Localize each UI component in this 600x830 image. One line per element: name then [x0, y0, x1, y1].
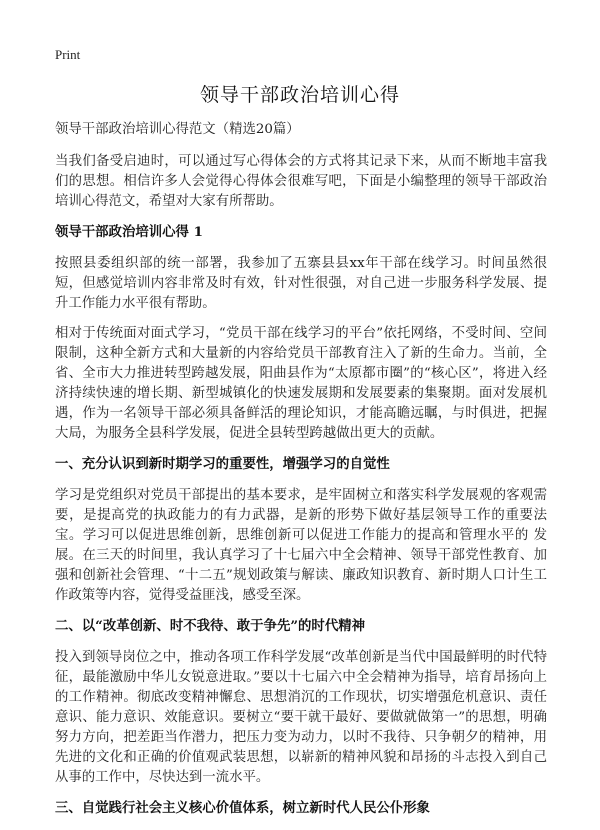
paragraph-3: 学习是党组织对党员干部提出的基本要求，是牢固树立和落实科学发展观的客观需要，是提高党的执政能力的有力武器，是新的形势下做好基层领导工作的重要法宝。学习可以促进思维创新，思维创新可以促进工作能力的提高和管理水平的 发展。在三天的时间里，我认真学习了十七届六中全会精神、领导干部党性教育、加强和创新社会管理、“十二五”规划政策与解读、廉政知识教育、新时期人口计生工作政策等内容，觉得受益匪浅，感受至深。 [55, 488, 547, 603]
paragraph-2: 相对于传统面对面式学习，“党员干部在线学习的平台”依托网络，不受时间、空间限制，这种全新方式和大量新的内容给党员干部教育注入了新的生命力。当前，全省、全市大力推进转型跨越发展，阳曲县作为“太原都市圈”的“核心区”，将进入经济持续快速的增长期、新型城镇化的快速发展期和发展要素的集聚期。面对发展机遇，作为一名领导干部必须具备鲜活的理论知识，才能高瞻远瞩，与时俱进，把握大局，为服务全县科学发展，促进全县转型跨越做出更大的贡献。 [55, 326, 547, 441]
print-link[interactable]: Print [55, 47, 81, 62]
document-title: 领导干部政治培训心得 [199, 84, 400, 106]
section-heading-4: 三、自觉践行社会主义核心价值体系，树立新时代人民公仆形象 [55, 800, 430, 816]
intro-paragraph: 当我们备受启迪时，可以通过写心得体会的方式将其记录下来，从而不断地丰富我们的思想。相信许多人会觉得心得体会很难写吧，下面是小编整理的领导干部政治培训心得范文，希望对大家有所帮助。 [55, 154, 547, 209]
section-heading-1: 领导干部政治培训心得 1 [55, 224, 203, 240]
section-heading-2: 一、充分认识到新时期学习的重要性，增强学习的自觉性 [55, 456, 390, 472]
paragraph-1: 按照县委组织部的统一部署，我参加了五寨县县xx年干部在线学习。时间虽然很短，但感觉培训内容非常及时有效，针对性很强，对自己进一步服务科学发展、提升工作能力水平很有帮助。 [55, 256, 547, 311]
paragraph-4: 投入到领导岗位之中，推动各项工作科学发展“改革创新是当代中国最鲜明的时代特征，最能激励中华儿女锐意进取。”要以十七届六中全会精神为指导，培育昂扬向上的工作精神。彻底改变精神懈怠、思想消沉的工作现状，切实增强危机意识、责任意识、能力意识、效能意识。要树立“要干就干最好、要做就做第一”的思想，明确努力方向，把差距当作潜力，把压力变为动力，以时不我待、只争朝夕的精神，用先进的文化和正确的价值观武装思想，以崭新的精神风貌和昂扬的斗志投入到自己从事的工作中，尽快达到一流水平。 [55, 650, 547, 785]
document-body [55, 120, 547, 830]
section-heading-3: 二、以“改革创新、时不我待、敢于争先”的时代精神 [55, 618, 365, 634]
document-subtitle: 领导干部政治培训心得范文（精选20篇） [55, 122, 300, 137]
